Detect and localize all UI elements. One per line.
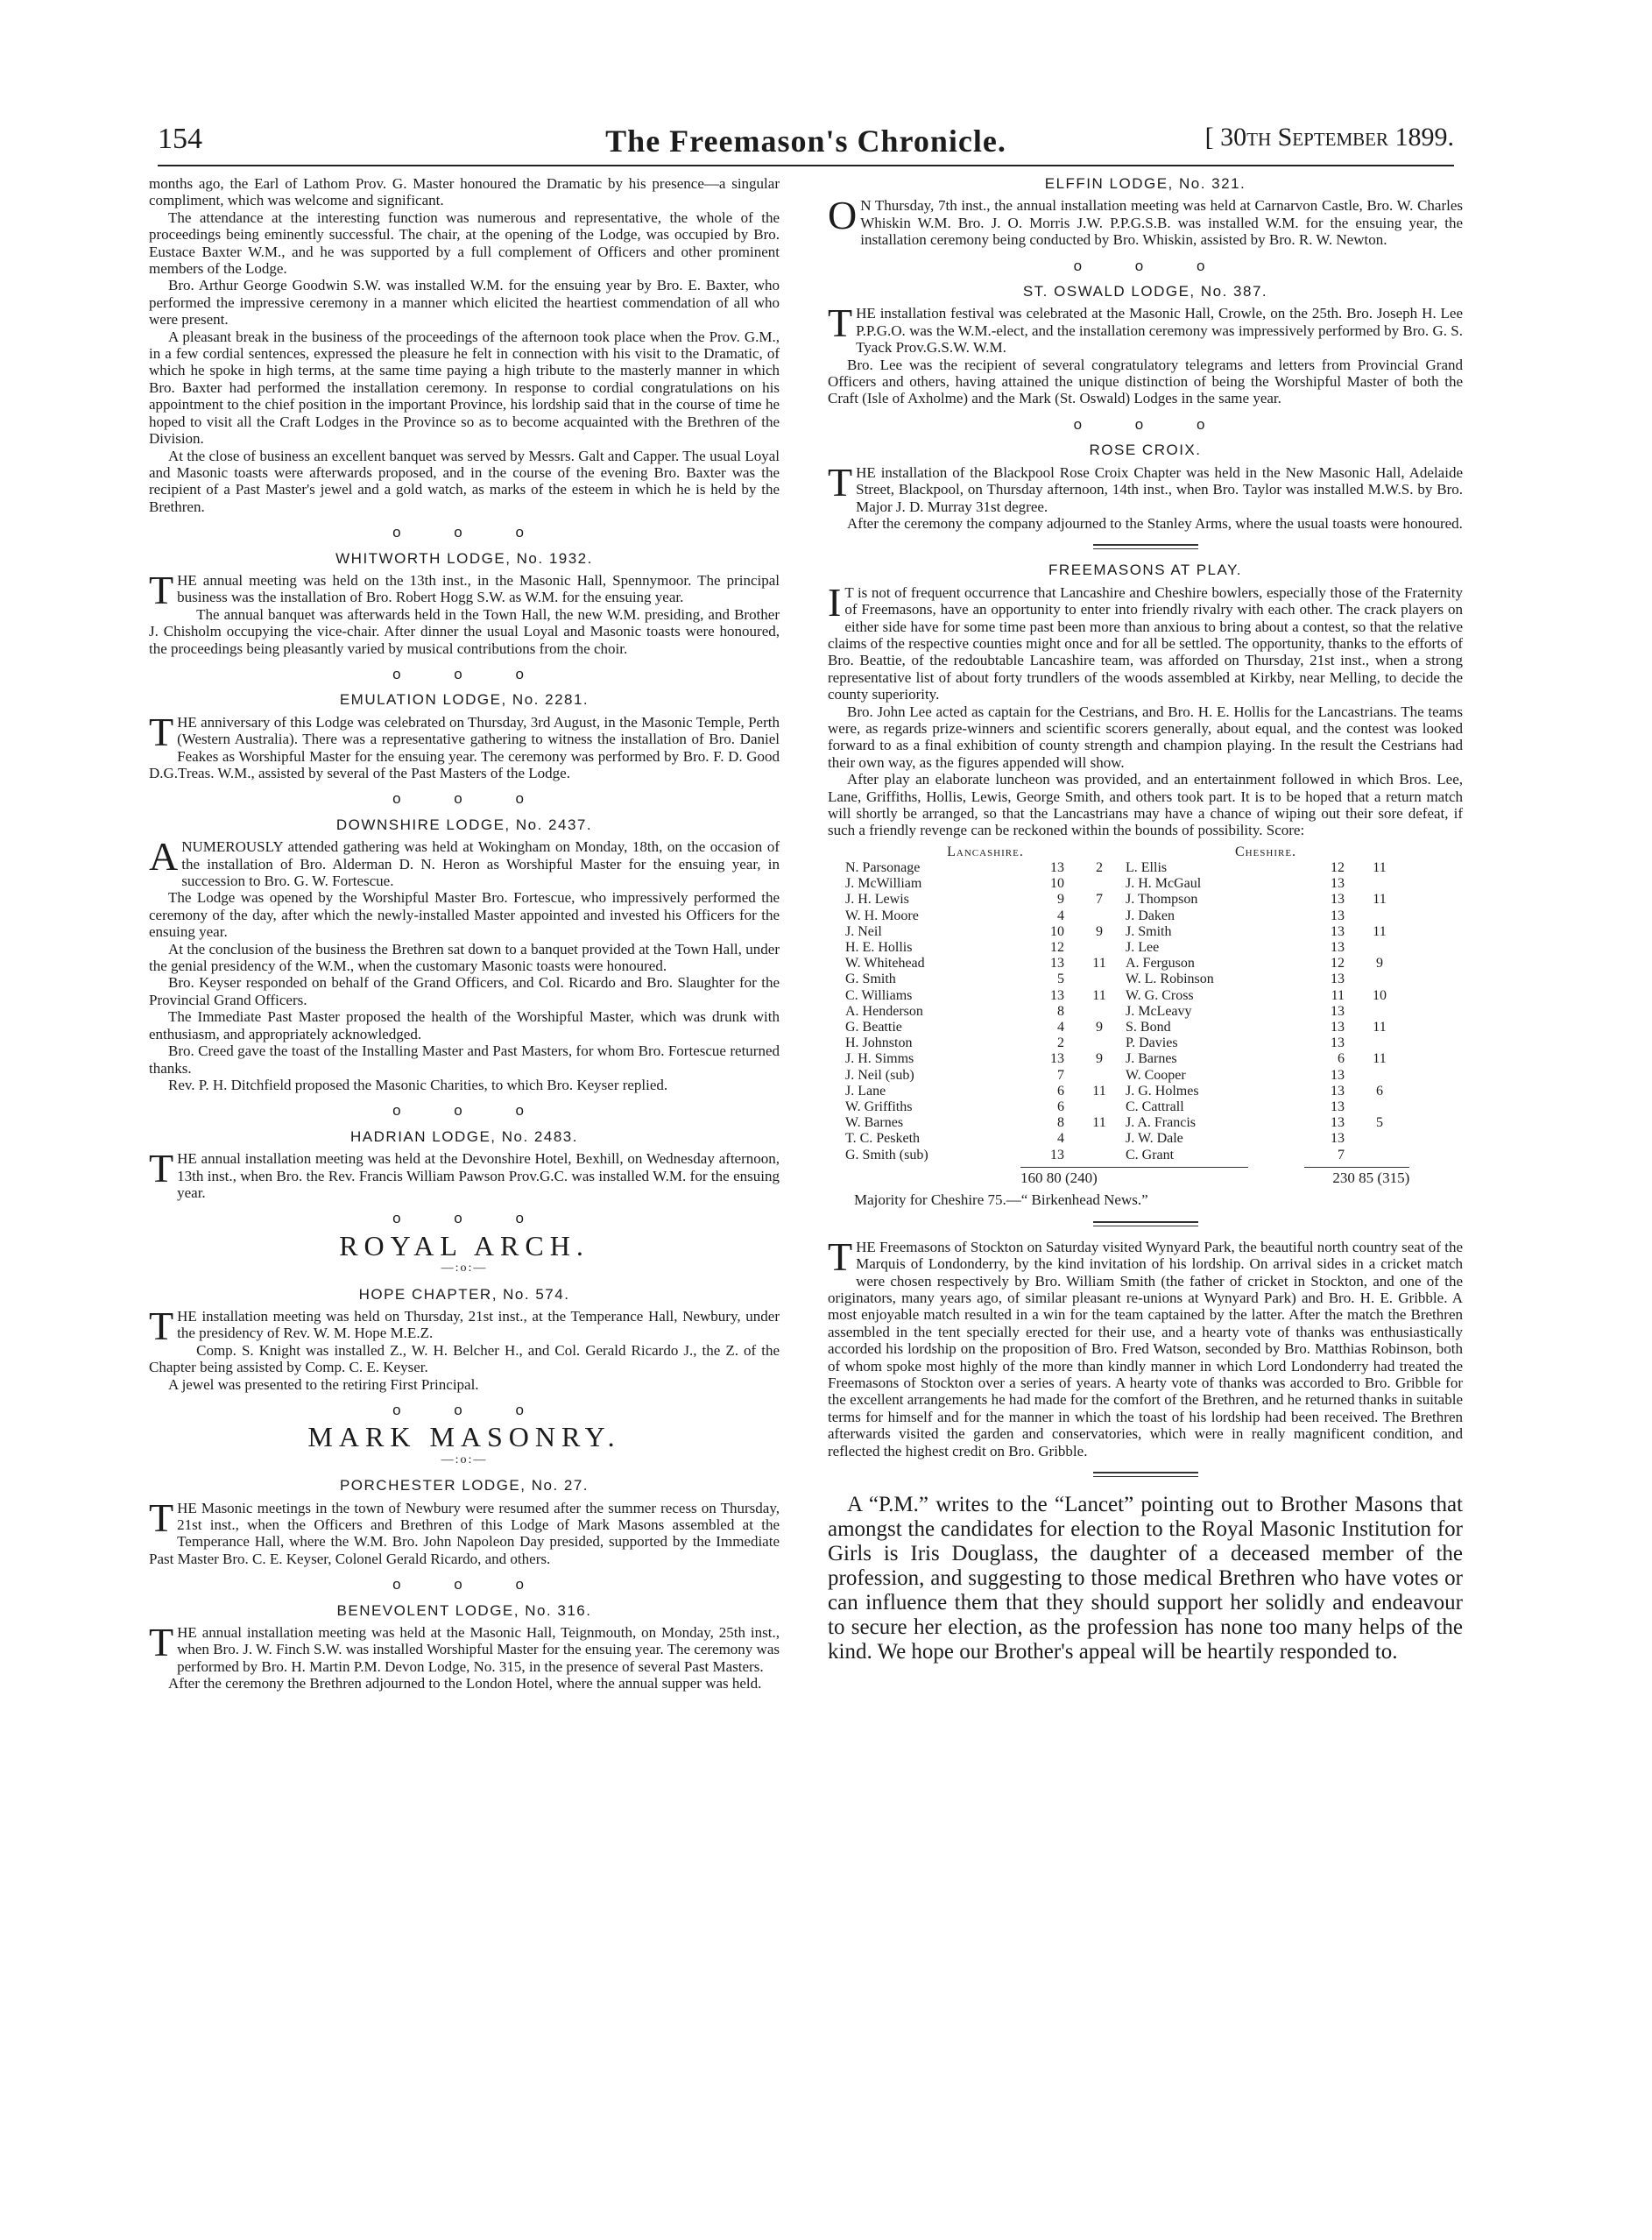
drop-cap: T — [149, 567, 174, 612]
cheshire-pair-score — [1353, 1148, 1406, 1163]
lancashire-pair-score — [1073, 972, 1126, 987]
lancashire-pair-score — [1073, 1068, 1126, 1084]
article-paragraph: After the ceremony the company adjourned to the Stanley Arms, where the usual toasts were honoured. — [847, 514, 1463, 532]
cheshire-player-name: J. H. McGaul — [1126, 876, 1202, 892]
score-majority-note: Majority for Cheshire 75.—“ Birkenhead News.” — [854, 1191, 1148, 1209]
cheshire-player-name: J. G. Holmes — [1126, 1083, 1199, 1099]
lancashire-player-name: J. Neil — [845, 923, 882, 939]
heading-rose-croix: ROSE CROIX. — [1089, 442, 1202, 459]
lancashire-player-name: H. Johnston — [845, 1035, 913, 1051]
drop-cap: T — [828, 300, 853, 346]
article-paragraph: Bro. John Lee acted as captain for the Cestrians, and Bro. H. E. Hollis for the Lancastrians. The teams were, as regards prize-winners and scientific scorers generally, about equal, and the contest was looked forward to as a final exhibition of county strength and champion playing. In the result the Cestrians had their own way, as the figures appended will show. — [828, 703, 1463, 771]
cheshire-player-name: W. G. Cross — [1126, 987, 1194, 1003]
article-paragraph — [149, 1495, 780, 1568]
cheshire-total: 230 85 (315) — [1304, 1167, 1409, 1186]
cheshire-player-score: 13 — [1331, 923, 1345, 939]
cheshire-player-score: 7 — [1338, 1147, 1345, 1162]
cheshire-pair-score: 9 — [1376, 956, 1383, 972]
lancashire-player-name: W. H. Moore — [845, 908, 919, 923]
drop-cap: A — [149, 834, 179, 880]
cheshire-player-score: 13 — [1331, 1131, 1345, 1147]
cheshire-player-name: C. Grant — [1126, 1147, 1175, 1162]
cheshire-player-score: 12 — [1331, 860, 1345, 876]
article-paragraph: At the conclusion of the business the Brethren sat down to a banquet provided at the Town Hall, under the genial presidency of the W.M., when the customary Masonic toasts were honoured. — [149, 940, 780, 975]
article-paragraph: months ago, the Earl of Lathom Prov. G. Master honoured the Dramatic by his presence—a singular compliment, which was welcome and significant. — [149, 175, 780, 209]
section-separator: o o o — [392, 1102, 548, 1120]
lancashire-player-name: W. Whitehead — [845, 956, 925, 972]
section-separator: o o o — [392, 524, 548, 541]
paragraph-text: HE Masonic meetings in the town of Newbury were resumed after the summer recess on Thursday, 21st inst., when the Officers and Brethren of this Lodge of Mark Masons assembled at the Temperance Hall, where the W.M. Bro. John Napoleon Day presided, supported by the Immediate Past Master Bro. C. E. Keyser, Colonel Gerald Ricardo, and others. — [149, 1499, 780, 1567]
article-paragraph: A pleasant break in the business of the proceedings of the afternoon took place when the Prov. G.M., in a few cordial sentences, expressed the pleasure he felt in connection with his visit to the Dramatic, of which he spoke in high terms, at the same time paying a high tribute to the masterly manner in which Bro. Baxter had performed the installation ceremony. In response to cordial congratulations on his appointment to the chief position in the important Province, his lordship said that in the course of time he hoped to visit all the Craft Lodges in the Province so as to become acquainted with the Brethren of the Division. — [149, 328, 780, 448]
lancet-note: A “P.M.” writes to the “Lancet” pointing out to Brother Masons that amongst the candidates for election to the Royal Masonic Institution for Girls is Iris Douglass, the daughter of a deceased member of the profession, and suggesting to those medical Brethren who have votes or can influence them that they should support her solidly and endeavour to secure her election, as the profession has none too many helps of the kind. We hope our Brother's appeal will be heartily responded to. — [828, 1492, 1463, 1664]
cheshire-player-name: J. McLeavy — [1126, 1003, 1192, 1019]
section-separator: o o o — [392, 1402, 548, 1418]
score-table — [845, 844, 1406, 1163]
lancashire-player-name: W. Barnes — [845, 1115, 904, 1131]
date-suffix: th — [1246, 123, 1272, 152]
article-paragraph: Bro. Lee was the recipient of several congratulatory telegrams and letters from Provincial Grand Officers and others, having attained the unique distinction of being the Worshipful Master of both the Craft (Isle of Axholme) and the Mark (St. Oswald) Lodges in the same year. — [828, 356, 1463, 407]
lancashire-player-name: J. H. Lewis — [845, 892, 909, 908]
article-paragraph — [149, 1146, 780, 1201]
lancashire-player-score: 6 — [1057, 1099, 1064, 1115]
heading-whitworth-lodge: WHITWORTH LODGE, No. 1932. — [335, 549, 593, 567]
cheshire-pair-score — [1353, 1131, 1406, 1147]
publication-title: The Freemason's Chronicle. — [605, 124, 1006, 159]
drop-cap: T — [149, 709, 174, 754]
cheshire-player-score: 13 — [1331, 972, 1345, 987]
score-row — [845, 892, 1406, 908]
cheshire-pair-score: 11 — [1373, 860, 1387, 876]
article-paragraph — [149, 834, 780, 890]
drop-cap: T — [149, 1146, 174, 1191]
drop-cap: T — [149, 1620, 174, 1665]
double-rule-divider — [1093, 1472, 1198, 1477]
score-row — [845, 876, 1406, 892]
cheshire-player-score: 12 — [1331, 956, 1345, 972]
lancashire-player-score: 13 — [1050, 860, 1064, 876]
cheshire-player-score: 13 — [1331, 1067, 1345, 1083]
drop-cap: T — [828, 1233, 853, 1279]
article-paragraph: Bro. Keyser responded on behalf of the Grand Officers, and Col. Ricardo and Bro. Slaughter for the Provincial Grand Officers. — [149, 974, 780, 1008]
lancashire-player-score: 8 — [1057, 1003, 1064, 1019]
cheshire-player-name: J. A. Francis — [1126, 1115, 1196, 1131]
cheshire-player-name: J. Smith — [1126, 923, 1172, 939]
cheshire-header: Cheshire. — [1234, 844, 1297, 859]
cheshire-player-name: J. W. Dale — [1126, 1131, 1183, 1147]
cheshire-pair-score — [1353, 1035, 1406, 1051]
cheshire-pair-score: 11 — [1373, 1051, 1387, 1067]
cheshire-player-name: A. Ferguson — [1126, 956, 1195, 972]
article-paragraph: The Lodge was opened by the Worshipful Master Bro. Fortescue, who impressively performed the ceremony of the day, after which the newly-installed Master appointed and invested his Officers for the ensuing year. — [149, 889, 780, 941]
cheshire-player-name: W. L. Robinson — [1126, 972, 1214, 987]
score-row — [845, 972, 1406, 987]
lancashire-pair-score — [1073, 1131, 1126, 1147]
lancashire-pair-score — [1073, 908, 1126, 924]
score-header-row — [845, 844, 1406, 860]
score-row — [845, 1099, 1406, 1115]
cheshire-player-score: 13 — [1331, 1083, 1345, 1099]
lancashire-player-name: A. Henderson — [845, 1003, 923, 1019]
score-row — [845, 940, 1406, 956]
lancashire-header: Lancashire. — [947, 844, 1024, 859]
cheshire-player-score: 13 — [1331, 940, 1345, 956]
cheshire-pair-score — [1353, 1099, 1406, 1115]
score-row — [845, 1115, 1406, 1131]
paragraph-text: N Thursday, 7th inst., the annual installation meeting was held at Carnarvon Castle, Bro. W. Charles Whiskin W.M. Bro. J. O. Morris J.W. P.P.G.S.B. was installed W.M. for the ensuing year, the installation ceremony being conducted by Bro. Whiskin, assisted by Bro. R. W. Newton. — [860, 197, 1463, 249]
score-row — [845, 908, 1406, 924]
lancashire-player-score: 5 — [1057, 972, 1064, 987]
paragraph-text: HE annual installation meeting was held at the Masonic Hall, Teignmouth, on Monday, 25th inst., when Bro. J. W. Finch S.W. was installed Worshipful Master for the ensuing year. The ceremony was performed by Bro. H. Martin P.M. Devon Lodge, No. 315, in the presence of several Past Masters. — [177, 1624, 780, 1675]
article-paragraph — [828, 579, 1463, 703]
heading-freemasons-at-play: FREEMASONS AT PLAY. — [1048, 562, 1242, 579]
lancashire-player-score: 13 — [1050, 1051, 1064, 1067]
cheshire-pair-score: 10 — [1373, 987, 1387, 1003]
score-row — [845, 1051, 1406, 1067]
lancashire-pair-score — [1073, 876, 1126, 892]
ornament-dash: —:o:— — [441, 1261, 488, 1275]
lancashire-player-name: J. H. Simms — [845, 1051, 914, 1067]
paragraph-text: HE installation meeting was held on Thursday, 21st inst., at the Temperance Hall, Newbury, under the presidency of Rev. W. M. Hope M.E.Z. — [177, 1307, 780, 1342]
section-separator: o o o — [392, 665, 548, 682]
drop-cap: T — [149, 1495, 174, 1540]
lancashire-pair-score: 9 — [1096, 923, 1103, 939]
left-column — [149, 175, 780, 1692]
cheshire-player-score: 6 — [1338, 1051, 1345, 1067]
score-row — [845, 1131, 1406, 1147]
lancashire-pair-score: 2 — [1096, 860, 1103, 876]
score-row — [845, 1035, 1406, 1051]
lancashire-player-name: W. Griffiths — [845, 1099, 913, 1115]
heading-mark-masonry: MARK MASONRY. — [307, 1421, 621, 1453]
lancashire-player-name: G. Beattie — [845, 1020, 902, 1035]
cheshire-player-score: 13 — [1331, 876, 1345, 892]
lancashire-pair-score — [1073, 940, 1126, 956]
lancashire-player-name: J. Neil (sub) — [845, 1067, 914, 1083]
lancashire-pair-score — [1073, 1099, 1126, 1115]
lancashire-player-name: C. Williams — [845, 987, 913, 1003]
section-separator: o o o — [392, 790, 548, 808]
header-rule — [158, 165, 1454, 166]
drop-cap: O — [828, 193, 858, 238]
lancashire-player-score: 10 — [1050, 923, 1064, 939]
cheshire-player-name: J. Barnes — [1126, 1051, 1177, 1067]
score-table-body — [845, 844, 1406, 1163]
article-paragraph — [149, 709, 780, 782]
cheshire-player-score: 13 — [1331, 1099, 1345, 1115]
lancashire-pair-score: 11 — [1092, 956, 1106, 972]
section-separator: o o o — [392, 1210, 548, 1227]
article-paragraph: A jewel was presented to the retiring First Principal. — [168, 1375, 479, 1393]
score-row — [845, 1148, 1406, 1163]
article-paragraph: Comp. S. Knight was installed Z., W. H. Belcher H., and Col. Gerald Ricardo J., the Z. of the Chapter being assisted by Comp. C. E. Keyser. — [149, 1341, 780, 1376]
cheshire-pair-score — [1353, 1068, 1406, 1084]
heading-downshire-lodge: DOWNSHIRE LODGE, No. 2437. — [335, 816, 593, 833]
article-paragraph — [828, 193, 1463, 249]
heading-hadrian-lodge: HADRIAN LODGE, No. 2483. — [350, 1127, 578, 1145]
lancashire-total: 160 80 (240) — [1020, 1167, 1248, 1186]
lancashire-player-score: 13 — [1050, 956, 1064, 972]
heading-porchester-lodge: PORCHESTER LODGE, No. 27. — [339, 1477, 589, 1495]
paragraph-text: HE installation festival was celebrated at the Masonic Hall, Crowle, on the 25th. Bro. Joseph H. Lee P.P.G.O. was the W.M.-elect, and the installation ceremony was impressively performed by Bro. G. S. Tyack Prov.G.S.W. W.M. — [856, 305, 1463, 357]
lancashire-player-score: 4 — [1057, 908, 1064, 923]
heading-elffin-lodge: ELFFIN LODGE, No. 321. — [1044, 175, 1246, 192]
lancashire-pair-score: 11 — [1092, 1115, 1106, 1131]
article-paragraph — [149, 1303, 780, 1348]
cheshire-pair-score — [1353, 908, 1406, 924]
cheshire-player-score: 13 — [1331, 908, 1345, 923]
article-paragraph: Bro. Creed gave the toast of the Installing Master and Past Masters, for whom Bro. Fortescue returned thanks. — [149, 1042, 780, 1077]
lancashire-player-name: T. C. Pesketh — [845, 1131, 921, 1147]
article-paragraph: The Immediate Past Master proposed the health of the Worshipful Master, which was drunk with enthusiasm, and appropriately acknowledged. — [149, 1008, 780, 1042]
cheshire-player-score: 13 — [1331, 1020, 1345, 1035]
paragraph-text: NUMEROUSLY attended gathering was held at Wokingham on Monday, 18th, on the occasion of the installation of Bro. Alderman D. N. Heron as Worshipful Master for the ensuing year, in succession to Bro. G. W. Fortescue. — [181, 838, 780, 890]
cheshire-player-name: C. Cattrall — [1126, 1099, 1184, 1115]
score-row — [845, 988, 1406, 1004]
cheshire-pair-score: 11 — [1373, 1020, 1387, 1035]
lancashire-player-name: G. Smith — [845, 972, 896, 987]
section-separator: o o o — [392, 1576, 548, 1593]
article-paragraph: Bro. Arthur George Goodwin S.W. was installed W.M. for the ensuing year by Bro. E. Baxter, who performed the impressive ceremony in a manner which elicited the heartiest commendation of all who were present. — [149, 277, 780, 329]
heading-emulation-lodge: EMULATION LODGE, No. 2281. — [339, 691, 589, 709]
lancashire-player-score: 13 — [1050, 987, 1064, 1003]
cheshire-pair-score — [1353, 876, 1406, 892]
page-number: 154 — [158, 123, 202, 155]
article-paragraph: The annual banquet was afterwards held in the Town Hall, the new W.M. presiding, and Brother J. Chisholm occupying the vice-chair. After dinner the usual Loyal and Masonic toasts were honoured, the proceedings being pleasantly varied by musical contributions from the choir. — [149, 605, 780, 657]
paragraph-text: HE anniversary of this Lodge was celebrated on Thursday, 3rd August, in the Masonic Temple, Perth (Western Australia). There was a representative gathering to witness the installation of Bro. Daniel Feakes as Worshipful Master for the ensuing year. The ceremony was performed by Bro. F. D. Good D.G.Treas. W.M., assisted by several of the Past Masters of the Lodge. — [149, 713, 780, 781]
article-paragraph — [828, 1233, 1463, 1459]
cheshire-pair-score: 11 — [1373, 923, 1387, 939]
lancashire-player-score: 4 — [1057, 1020, 1064, 1035]
issue-date — [1205, 123, 1454, 152]
paragraph-text: T is not of frequent occurrence that Lancashire and Cheshire bowlers, especially those of the Fraternity of Freemasons, have an opportunity to enter into friendly rivalry with each other. The crack players on either side have for some time past been more than anxious to bring about a contest, so that the relative claims of the respective counties might once and for all be settled. The opportunity, thanks to the efforts of Bro. Beattie, of the redoubtable Lancashire team, was afforded on Thursday, 21st inst., when a strong representative list of about forty trundlers of the woods assembled at Kirkby, near Melling, to decide the county superiority. — [828, 583, 1463, 703]
cheshire-player-name: S. Bond — [1126, 1020, 1171, 1035]
double-rule-divider — [1093, 544, 1198, 549]
lancashire-pair-score — [1073, 1004, 1126, 1020]
lancashire-player-name: J. Lane — [845, 1083, 886, 1099]
drop-cap: T — [149, 1303, 174, 1348]
lancashire-pair-score: 7 — [1096, 892, 1103, 908]
lancashire-player-name: H. E. Hollis — [845, 940, 913, 956]
section-separator: o o o — [1073, 257, 1230, 274]
lancashire-pair-score: 9 — [1096, 1051, 1103, 1067]
cheshire-pair-score: 5 — [1376, 1115, 1383, 1131]
score-row — [845, 1020, 1406, 1035]
drop-cap: T — [828, 459, 853, 505]
double-rule-divider — [1093, 1221, 1198, 1226]
cheshire-pair-score — [1353, 972, 1406, 987]
score-row — [845, 1068, 1406, 1084]
lancashire-player-score: 7 — [1057, 1067, 1064, 1083]
article-paragraph: The attendance at the interesting function was numerous and representative, the whole of the proceedings being eminently successful. The chair, at the opening of the Lodge, was occupied by Bro. Eustace Baxter W.M., and he was supported by a full complement of Officers and other prominent members of the Lodge. — [149, 208, 780, 278]
right-column — [828, 175, 1463, 1664]
article-paragraph — [149, 1620, 780, 1675]
lancashire-player-score: 6 — [1057, 1083, 1064, 1099]
date-year: 1899. — [1394, 123, 1454, 152]
article-paragraph — [828, 300, 1463, 357]
paragraph-text: HE annual installation meeting was held at the Devonshire Hotel, Bexhill, on Wednesday afternoon, 13th inst., when Bro. the Rev. Francis William Pawson Prov.G.C. was installed W.M. for the ensuing year. — [177, 1150, 780, 1201]
ornament-dash: —:o:— — [441, 1452, 488, 1466]
lancashire-pair-score: 11 — [1092, 987, 1106, 1003]
lancashire-player-score: 8 — [1057, 1115, 1064, 1131]
lancashire-pair-score — [1073, 1035, 1126, 1051]
cheshire-player-score: 13 — [1331, 892, 1345, 908]
lancashire-pair-score — [1073, 1148, 1126, 1163]
lancashire-player-name: J. McWilliam — [845, 876, 922, 892]
article-paragraph — [149, 567, 780, 612]
date-day: [ 30 — [1204, 123, 1247, 152]
cheshire-pair-score: 6 — [1376, 1083, 1383, 1099]
heading-st-oswald-lodge: ST. OSWALD LODGE, No. 387. — [1022, 283, 1268, 300]
lancashire-pair-score: 11 — [1092, 1083, 1106, 1099]
heading-royal-arch: ROYAL ARCH. — [339, 1229, 589, 1261]
score-row — [845, 956, 1406, 972]
cheshire-pair-score: 11 — [1373, 892, 1387, 908]
article-paragraph: At the close of business an excellent banquet was served by Messrs. Galt and Capper. The usual Loyal and Masonic toasts were afterwards proposed, and in the course of the evening Bro. Baxter was the recipient of a Past Master's jewel and a gold watch, as marks of the esteem in which he is held by the Brethren. — [149, 447, 780, 515]
heading-hope-chapter: HOPE CHAPTER, No. 574. — [358, 1285, 570, 1303]
score-totals — [1020, 1167, 1463, 1186]
cheshire-player-name: W. Cooper — [1126, 1067, 1186, 1083]
cheshire-player-score: 13 — [1331, 1115, 1345, 1131]
cheshire-player-name: J. Lee — [1126, 940, 1160, 956]
cheshire-player-name: J. Thompson — [1126, 892, 1198, 908]
lancashire-player-score: 9 — [1057, 892, 1064, 908]
article-paragraph: After play an elaborate luncheon was provided, and an entertainment followed in which Bros. Lee, Lane, Griffiths, Hollis, Lewis, George Smith, and others took part. It is to be hoped that a return match will shortly be arranged, so that the Lancastrians may have a chance of wiping out their sore defeat, if such a friendly revenge can be reckoned within the bounds of possibility. Score: — [828, 771, 1463, 839]
heading-benevolent-lodge: BENEVOLENT LODGE, No. 316. — [336, 1601, 592, 1619]
paragraph-text: HE Freemasons of Stockton on Saturday visited Wynyard Park, the beautiful north country seat of the Marquis of Londonderry, by the kind invitation of his lordship. On arrival sides in a cricket match were chosen respectively by Bro. William Smith (the father of cricket in Stockton, and one of the originators, many years ago, of similar pleasant re-unions at Wynyard Park) and Bro. H. E. Gribble. A most enjoyable match resulted in a win for the team captained by the latter. After the match the Brethren assembled in the tent specially erected for their use, and a hearty vote of thanks was enthusiastically accorded his lordship on the proposition of Bro. Fred Watson, seconded by Bro. Matthias Robinson, both of whom spoke most highly of the more than kindly manner in which Lord Londonderry had treated the Freemasons of Stockton over a series of years. A hearty vote of thanks was accorded to Bro. Gribble for the excellent arrangements he had made for the comfort of the Brethren, and he returned thanks in suitable terms for himself and for the manner in which the toast of his lordship had been received. The Brethren afterwards visited the garden and conservatories, which were in really magnificent condition, and reflected the highest credit on Bro. Gribble. — [828, 1238, 1463, 1459]
cheshire-player-name: J. Daken — [1126, 908, 1175, 923]
article-paragraph — [828, 459, 1463, 515]
cheshire-pair-score — [1353, 1004, 1406, 1020]
score-row — [845, 924, 1406, 940]
score-row — [845, 1084, 1406, 1099]
score-row — [845, 1004, 1406, 1020]
running-head — [158, 123, 1454, 166]
cheshire-player-score: 13 — [1331, 1003, 1345, 1019]
lancashire-player-score: 4 — [1057, 1131, 1064, 1147]
cheshire-player-name: P. Davies — [1126, 1035, 1178, 1051]
section-separator: o o o — [1073, 415, 1230, 433]
cheshire-player-name: L. Ellis — [1126, 860, 1168, 876]
lancashire-player-score: 13 — [1050, 1147, 1064, 1162]
lancashire-player-score: 10 — [1050, 876, 1064, 892]
cheshire-pair-score — [1353, 940, 1406, 956]
lancashire-player-name: N. Parsonage — [845, 860, 921, 876]
article-paragraph: Rev. P. H. Ditchfield proposed the Masonic Charities, to which Bro. Keyser replied. — [168, 1076, 668, 1093]
score-row — [845, 860, 1406, 876]
drop-cap: I — [828, 579, 842, 625]
lancashire-pair-score: 9 — [1096, 1020, 1103, 1035]
cheshire-player-score: 11 — [1331, 987, 1345, 1003]
lancashire-player-score: 12 — [1050, 940, 1064, 956]
paragraph-text: HE installation of the Blackpool Rose Croix Chapter was held in the New Masonic Hall, Adelaide Street, Blackpool, on Thursday afternoon, 14th inst., when Bro. Taylor was installed M.W.S. by Bro. Major J. D. Murray 31st degree. — [856, 463, 1463, 515]
date-month: September — [1277, 123, 1388, 152]
lancashire-player-name: G. Smith (sub) — [845, 1147, 928, 1162]
lancashire-player-score: 2 — [1057, 1035, 1064, 1051]
article-paragraph: After the ceremony the Brethren adjourned to the London Hotel, where the annual supper was held. — [168, 1675, 762, 1692]
cheshire-player-score: 13 — [1331, 1035, 1345, 1051]
paragraph-text: HE annual meeting was held on the 13th inst., in the Masonic Hall, Spennymoor. The principal business was the installation of Bro. Robert Hogg S.W. as W.M. for the ensuing year. — [177, 571, 780, 606]
